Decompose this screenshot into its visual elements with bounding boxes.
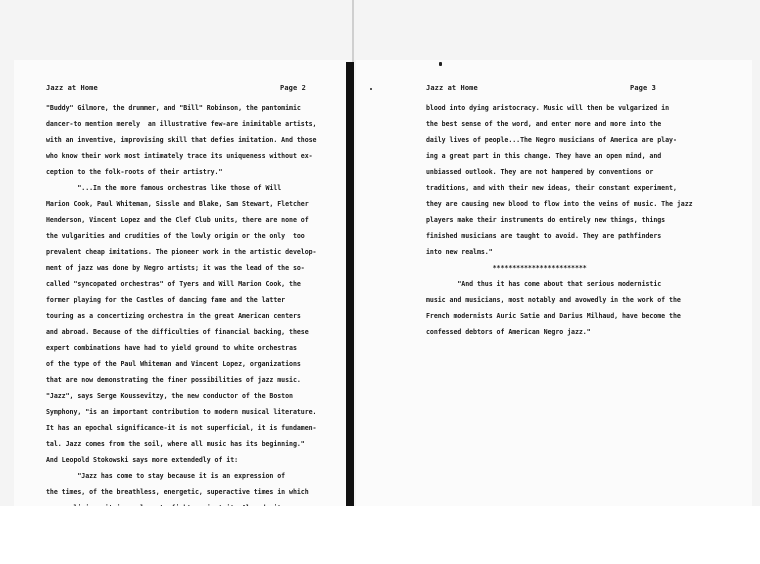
text-line: former playing for the Castles of dancing fame and the latter: [46, 296, 286, 304]
text-line: Marion Cook, Paul Whiteman, Sissle and Blake, Sam Stewart, Fletcher: [46, 200, 309, 208]
text-line: And Leopold Stokowski says more extendedly of it:: [46, 456, 239, 464]
text-line: "And thus it has come about that serious modernistic: [426, 280, 662, 288]
left-running-title: Jazz at Home: [46, 84, 98, 92]
text-line: Henderson, Vincent Lopez and the Clef Club units, there are none of: [46, 216, 309, 224]
text-line: the times, of the breathless, energetic, superactive times in which: [46, 488, 309, 496]
left-page-number: Page 2: [280, 84, 306, 92]
text-line: the vulgarities and crudities of the lowly origin or the only too: [46, 232, 305, 240]
text-line: finished musicians are taught to avoid. They are pathfinders: [426, 232, 662, 240]
ink-speck: [370, 88, 372, 90]
text-line: music and musicians, most notably and avowedly in the work of the: [426, 296, 681, 304]
left-page: [14, 60, 350, 510]
text-line: French modernists Auric Satie and Darius Milhaud, have become the: [426, 312, 681, 320]
right-running-title: Jazz at Home: [426, 84, 478, 92]
text-line: prevalent cheap imitations. The pioneer work in the artistic develop-: [46, 248, 317, 256]
text-line: the best sense of the word, and enter more and more into the: [426, 120, 662, 128]
text-line: with an inventive, improvising skill that defies imitation. And those: [46, 136, 317, 144]
page-gutter: [346, 62, 354, 508]
text-line: touring as a concertizing orchestra in the great American centers: [46, 312, 301, 320]
text-line: traditions, and with their new ideas, their constant experiment,: [426, 184, 677, 192]
text-line: called "syncopated orchestras" of Tyers and Will Marion Cook, the: [46, 280, 301, 288]
right-page: [356, 60, 752, 510]
text-line: confessed debtors of American Negro jazz.": [426, 328, 591, 336]
text-line: ment of jazz was done by Negro artists; it was the lead of the so-: [46, 264, 305, 272]
text-line: dancer-to mention merely an illustrative few-are inimitable artists,: [46, 120, 317, 128]
text-line: that are now demonstrating the finer possibilities of jazz music.: [46, 376, 301, 384]
text-line: "Jazz has come to stay because it is an expression of: [46, 472, 286, 480]
text-line: they are causing new blood to flow into the veins of music. The jazz: [426, 200, 693, 208]
text-line: ************************: [426, 264, 587, 272]
text-line: of the type of the Paul Whiteman and Vincent Lopez, organizations: [46, 360, 301, 368]
text-line: ing a great part in this change. They have an open mind, and: [426, 152, 662, 160]
ink-speck: [439, 62, 442, 66]
text-line: tal. Jazz comes from the soil, where all music has its beginning.": [46, 440, 305, 448]
right-page-body: [426, 100, 746, 340]
text-line: unbiassed outlook. They are not hampered by conventions or: [426, 168, 654, 176]
text-line: who know their work most intimately trace its uniqueness without ex-: [46, 152, 313, 160]
text-line: Symphony, "is an important contribution to modern musical literature.: [46, 408, 317, 416]
text-line: It has an epochal significance-it is not superficial, it is fundamen-: [46, 424, 317, 432]
text-line: ception to the folk-roots of their artistry.": [46, 168, 223, 176]
text-line: players make their instruments do entirely new things, things: [426, 216, 666, 224]
text-line: "Buddy" Gilmore, the drummer, and "Bill" Robinson, the pantomimic: [46, 104, 301, 112]
text-line: expert combinations have had to yield ground to white orchestras: [46, 344, 297, 352]
text-line: and abroad. Because of the difficulties of financial backing, these: [46, 328, 309, 336]
right-page-number: Page 3: [630, 84, 656, 92]
scanner-margin: [0, 506, 760, 564]
left-page-body: [46, 100, 346, 564]
text-line: "...In the more famous orchestras like those of Will: [46, 184, 282, 192]
text-line: blood into dying aristocracy. Music will then be vulgarized in: [426, 104, 670, 112]
text-line: "Jazz", says Serge Koussevitzy, the new conductor of the Boston: [46, 392, 293, 400]
text-line: into new realms.": [426, 248, 493, 256]
text-line: daily lives of people...The Negro musicians of America are play-: [426, 136, 677, 144]
